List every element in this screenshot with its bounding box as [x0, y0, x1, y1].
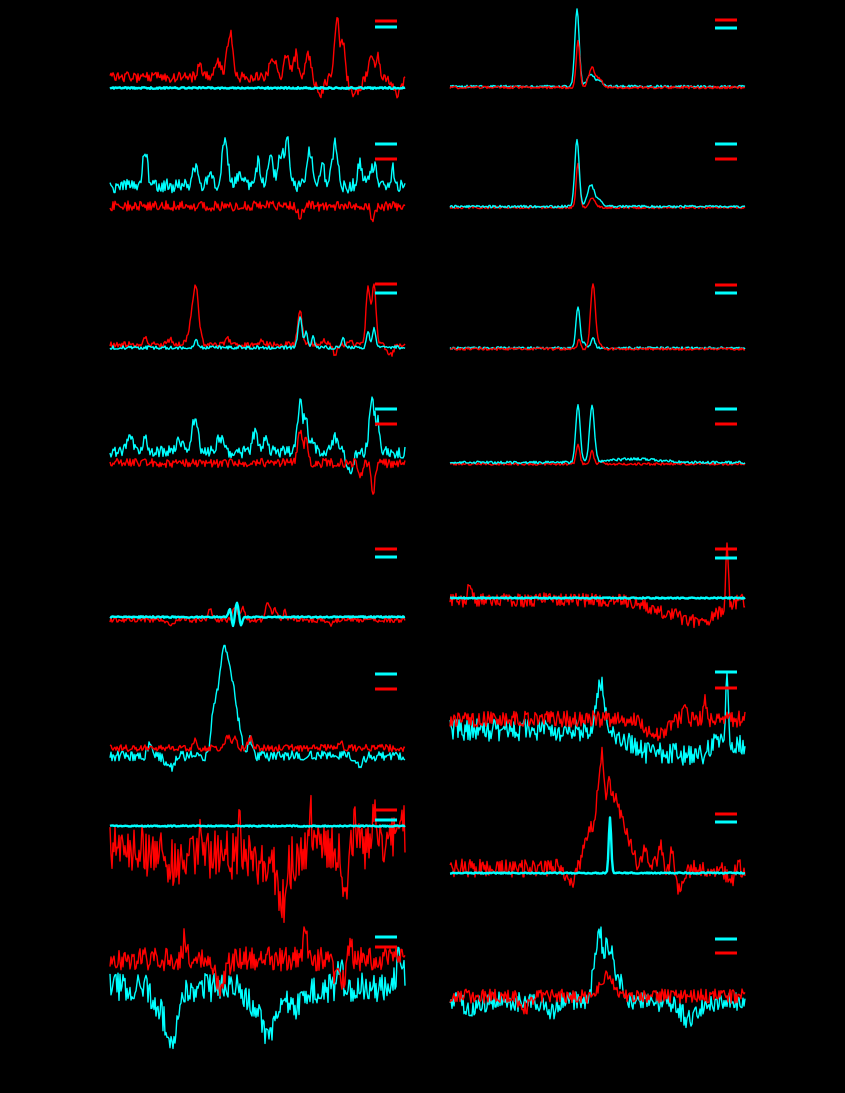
cyan-spectrum-trace	[450, 140, 745, 208]
legend-row6-left	[375, 674, 397, 689]
cyan-spectrum-trace	[110, 645, 405, 771]
legend-row8-left	[375, 937, 397, 947]
red-spectrum-trace	[110, 603, 405, 626]
legend-row4-right	[715, 409, 737, 424]
legend-row2-left	[375, 144, 397, 159]
panel-row2-left	[110, 137, 405, 222]
panel-row1-left	[110, 18, 405, 98]
panel-row6-left	[110, 645, 405, 771]
panel-row4-right	[450, 405, 745, 466]
cyan-spectrum-trace	[450, 927, 745, 1027]
panel-row3-left	[110, 284, 405, 356]
panel-row8-right	[450, 927, 745, 1027]
red-spectrum-trace	[450, 695, 745, 741]
cyan-baseline-trace	[110, 825, 405, 826]
legend-row7-left	[375, 810, 397, 820]
panel-row7-left	[110, 796, 405, 923]
red-spectrum-trace	[110, 18, 405, 98]
red-spectrum-trace	[450, 163, 745, 208]
panel-row8-left	[110, 927, 405, 1048]
legend-row1-left	[375, 21, 397, 27]
red-spectrum-trace	[450, 543, 745, 627]
legend-row8-right	[715, 939, 737, 953]
panel-row6-right	[450, 672, 745, 765]
legend-row1-right	[715, 20, 737, 28]
panel-row7-right	[450, 747, 745, 894]
panel-row3-right	[450, 284, 745, 350]
cyan-spectrum-trace	[450, 307, 745, 349]
red-spectrum-trace	[110, 735, 405, 751]
red-spectrum-trace	[110, 201, 405, 222]
panel-row1-right	[450, 9, 745, 89]
panel-row5-right	[450, 543, 745, 627]
red-spectrum-trace	[450, 971, 745, 1014]
red-spectrum-trace	[450, 41, 745, 89]
legend-row5-left	[375, 549, 397, 557]
cyan-spectrum-trace	[450, 405, 745, 464]
legend-row2-right	[715, 144, 737, 159]
red-spectrum-trace	[450, 284, 745, 350]
cyan-baseline-trace	[450, 597, 745, 598]
red-spectrum-trace	[110, 796, 405, 923]
cyan-baseline-trace	[110, 603, 405, 626]
panel-row4-left	[110, 397, 405, 494]
cyan-baseline-trace	[110, 87, 405, 89]
legend-row3-right	[715, 285, 737, 293]
legend-row3-left	[375, 284, 397, 293]
cyan-spectrum-trace	[110, 137, 405, 193]
legend-row7-right	[715, 814, 737, 822]
panel-row2-right	[450, 140, 745, 209]
panel-row5-left	[110, 549, 405, 626]
